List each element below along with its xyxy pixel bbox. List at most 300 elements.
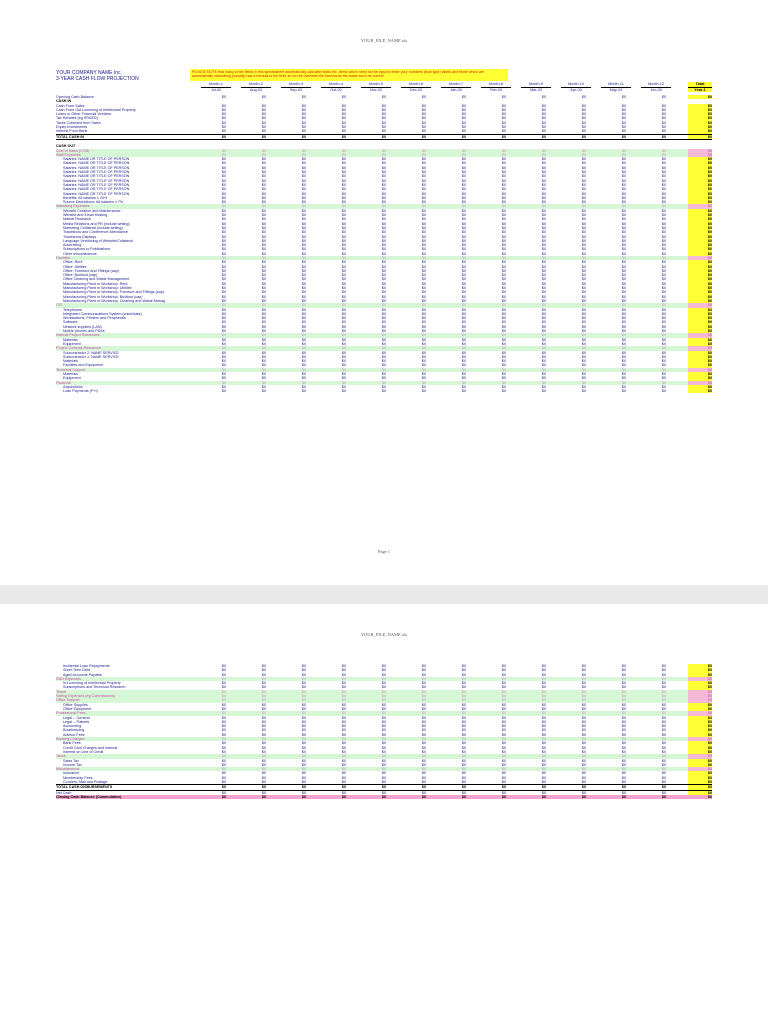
cell-value[interactable]: $0	[541, 324, 546, 329]
cell-value[interactable]: $0	[221, 307, 226, 312]
cell-value[interactable]: $0	[501, 676, 506, 681]
cell-value[interactable]: $0	[261, 367, 266, 372]
cell-value[interactable]: $0	[501, 672, 506, 677]
cell-value[interactable]: $0	[421, 230, 426, 235]
cell-value[interactable]: $0	[541, 255, 546, 260]
cell-value[interactable]: $0	[381, 165, 386, 170]
cell-value[interactable]: $0	[581, 129, 586, 134]
cell-value[interactable]: $0	[301, 170, 306, 175]
cell-value[interactable]: $0	[541, 728, 546, 733]
cell-value[interactable]: $0	[501, 251, 506, 256]
cell-value[interactable]: $0	[221, 758, 226, 763]
cell-value[interactable]: $0	[541, 359, 546, 364]
cell-value[interactable]: $0	[581, 152, 586, 157]
cell-value[interactable]: $0	[461, 775, 466, 780]
cell-value[interactable]: $0	[261, 182, 266, 187]
cell-value[interactable]: $0	[341, 668, 346, 673]
cell-value[interactable]: $0	[341, 664, 346, 668]
cell-value[interactable]: $0	[461, 372, 466, 376]
cell-value[interactable]: $0	[381, 785, 386, 790]
cell-value[interactable]: $0	[261, 741, 266, 746]
cell-value[interactable]: $0	[221, 264, 226, 269]
cell-value[interactable]: $0	[421, 277, 426, 282]
cell-value[interactable]: $0	[581, 95, 586, 99]
cell-value[interactable]: $0	[501, 333, 506, 338]
cell-value[interactable]: $0	[301, 698, 306, 703]
cell-value[interactable]: $0	[581, 790, 586, 795]
cell-value[interactable]: $0	[661, 780, 666, 785]
cell-value[interactable]: $0	[581, 178, 586, 183]
cell-value[interactable]: $0	[661, 372, 666, 376]
cell-value[interactable]: $0	[221, 676, 226, 681]
cell-value[interactable]: $0	[421, 125, 426, 130]
cell-value[interactable]: $0	[261, 230, 266, 235]
cell-value[interactable]: $0	[541, 298, 546, 303]
cell-value[interactable]: $0	[381, 367, 386, 372]
cell-value[interactable]: $0	[621, 260, 626, 265]
cell-value[interactable]: $0	[341, 794, 346, 799]
cell-value[interactable]: $0	[541, 354, 546, 359]
cell-value[interactable]: $0	[661, 234, 666, 239]
cell-value[interactable]: $0	[661, 286, 666, 291]
cell-value[interactable]: $0	[381, 238, 386, 243]
cell-value[interactable]: $0	[381, 350, 386, 355]
cell-value[interactable]: $0	[221, 737, 226, 742]
cell-value[interactable]: $0	[221, 234, 226, 239]
cell-value[interactable]: $0	[221, 780, 226, 785]
cell-value[interactable]: $0	[581, 749, 586, 754]
cell-value[interactable]: $0	[301, 116, 306, 121]
cell-value[interactable]: $0	[461, 290, 466, 295]
cell-value[interactable]: $0	[501, 771, 506, 776]
cell-value[interactable]: $0	[541, 191, 546, 196]
cell-value[interactable]: $0	[541, 157, 546, 162]
cell-value[interactable]: $0	[301, 337, 306, 342]
cell-value[interactable]: $0	[581, 217, 586, 222]
cell-value[interactable]: $0	[461, 238, 466, 243]
cell-value[interactable]: $0	[381, 230, 386, 235]
cell-value[interactable]: $0	[341, 745, 346, 750]
cell-value[interactable]: $0	[501, 298, 506, 303]
cell-value[interactable]: $0	[421, 376, 426, 381]
cell-value[interactable]: $0	[581, 780, 586, 785]
cell-value[interactable]: $0	[261, 354, 266, 359]
cell-value[interactable]: $0	[541, 125, 546, 130]
cell-value[interactable]: $0	[501, 775, 506, 780]
cell-value[interactable]: $0	[421, 664, 426, 668]
cell-value[interactable]: $0	[301, 732, 306, 737]
cell-value[interactable]: $0	[541, 95, 546, 99]
cell-value[interactable]: $0	[301, 255, 306, 260]
cell-value[interactable]: $0	[661, 341, 666, 346]
cell-value[interactable]: $0	[461, 277, 466, 282]
cell-value[interactable]: $0	[501, 120, 506, 125]
cell-value[interactable]: $0	[261, 286, 266, 291]
cell-value[interactable]: $0	[461, 664, 466, 668]
cell-value[interactable]: $0	[541, 732, 546, 737]
cell-value[interactable]: $0	[421, 311, 426, 316]
cell-value[interactable]: $0	[661, 785, 666, 790]
cell-value[interactable]: $0	[341, 208, 346, 213]
cell-value[interactable]: $0	[581, 264, 586, 269]
cell-value[interactable]: $0	[501, 208, 506, 213]
cell-value[interactable]: $0	[661, 698, 666, 703]
cell-value[interactable]: $0	[581, 350, 586, 355]
cell-value[interactable]: $0	[301, 664, 306, 668]
cell-value[interactable]: $0	[581, 204, 586, 209]
cell-value[interactable]: $0	[421, 794, 426, 799]
cell-value[interactable]: $0	[541, 719, 546, 724]
cell-value[interactable]: $0	[501, 112, 506, 117]
cell-value[interactable]: $0	[421, 200, 426, 205]
cell-value[interactable]: $0	[381, 668, 386, 673]
cell-value[interactable]: $0	[461, 384, 466, 389]
cell-value[interactable]: $0	[421, 134, 426, 139]
cell-value[interactable]: $0	[541, 187, 546, 192]
cell-value[interactable]: $0	[621, 213, 626, 218]
cell-value[interactable]: $0	[221, 320, 226, 325]
cell-value[interactable]: $0	[541, 182, 546, 187]
cell-value[interactable]: $0	[221, 243, 226, 248]
cell-value[interactable]: $0	[461, 195, 466, 200]
cell-value[interactable]: $0	[421, 702, 426, 707]
cell-value[interactable]: $0	[301, 754, 306, 759]
cell-value[interactable]: $0	[461, 281, 466, 286]
cell-value[interactable]: $0	[501, 794, 506, 799]
cell-value[interactable]: $0	[581, 320, 586, 325]
cell-value[interactable]: $0	[341, 165, 346, 170]
cell-value[interactable]: $0	[541, 286, 546, 291]
cell-value[interactable]: $0	[661, 112, 666, 117]
cell-value[interactable]: $0	[621, 174, 626, 179]
cell-value[interactable]: $0	[341, 170, 346, 175]
cell-value[interactable]: $0	[621, 134, 626, 139]
cell-value[interactable]: $0	[541, 103, 546, 108]
cell-value[interactable]: $0	[621, 376, 626, 381]
cell-value[interactable]: $0	[661, 170, 666, 175]
cell-value[interactable]: $0	[461, 749, 466, 754]
cell-value[interactable]: $0	[461, 771, 466, 776]
cell-value[interactable]: $0	[301, 668, 306, 673]
cell-value[interactable]: $0	[621, 264, 626, 269]
cell-value[interactable]: $0	[301, 389, 306, 394]
cell-value[interactable]: $0	[461, 706, 466, 711]
cell-value[interactable]: $0	[301, 702, 306, 707]
cell-value[interactable]: $0	[661, 129, 666, 134]
cell-value[interactable]: $0	[541, 217, 546, 222]
cell-value[interactable]: $0	[541, 260, 546, 265]
cell-value[interactable]: $0	[341, 157, 346, 162]
cell-value[interactable]: $0	[341, 329, 346, 334]
cell-value[interactable]: $0	[541, 107, 546, 112]
cell-value[interactable]: $0	[621, 359, 626, 364]
cell-value[interactable]: $0	[261, 148, 266, 153]
cell-value[interactable]: $0	[541, 767, 546, 772]
cell-value[interactable]: $0	[621, 724, 626, 729]
cell-value[interactable]: $0	[341, 286, 346, 291]
cell-value[interactable]: $0	[261, 95, 266, 99]
cell-value[interactable]: $0	[341, 316, 346, 321]
cell-value[interactable]: $0	[301, 689, 306, 694]
cell-value[interactable]: $0	[261, 221, 266, 226]
cell-value[interactable]: $0	[341, 354, 346, 359]
cell-value[interactable]: $0	[221, 324, 226, 329]
cell-value[interactable]: $0	[341, 676, 346, 681]
cell-value[interactable]: $0	[541, 380, 546, 385]
cell-value[interactable]: $0	[381, 346, 386, 351]
cell-value[interactable]: $0	[461, 129, 466, 134]
cell-value[interactable]: $0	[381, 732, 386, 737]
cell-value[interactable]: $0	[421, 694, 426, 699]
cell-value[interactable]: $0	[621, 187, 626, 192]
cell-value[interactable]: $0	[261, 672, 266, 677]
cell-value[interactable]: $0	[261, 790, 266, 795]
cell-value[interactable]: $0	[621, 251, 626, 256]
cell-value[interactable]: $0	[261, 161, 266, 166]
cell-value[interactable]: $0	[261, 208, 266, 213]
cell-value[interactable]: $0	[621, 771, 626, 776]
cell-value[interactable]: $0	[301, 790, 306, 795]
cell-value[interactable]: $0	[301, 204, 306, 209]
cell-value[interactable]: $0	[221, 668, 226, 673]
cell-value[interactable]: $0	[261, 732, 266, 737]
cell-value[interactable]: $0	[341, 380, 346, 385]
cell-value[interactable]: $0	[421, 157, 426, 162]
cell-value[interactable]: $0	[501, 165, 506, 170]
cell-value[interactable]: $0	[341, 341, 346, 346]
cell-value[interactable]: $0	[301, 260, 306, 265]
cell-value[interactable]: $0	[501, 728, 506, 733]
cell-value[interactable]: $0	[261, 389, 266, 394]
cell-value[interactable]: $0	[381, 702, 386, 707]
cell-value[interactable]: $0	[301, 749, 306, 754]
cell-value[interactable]: $0	[581, 148, 586, 153]
cell-value[interactable]: $0	[381, 225, 386, 230]
cell-value[interactable]: $0	[341, 125, 346, 130]
cell-value[interactable]: $0	[621, 290, 626, 295]
cell-value[interactable]: $0	[301, 165, 306, 170]
cell-value[interactable]: $0	[621, 749, 626, 754]
cell-value[interactable]: $0	[301, 281, 306, 286]
cell-value[interactable]: $0	[581, 376, 586, 381]
cell-value[interactable]: $0	[581, 298, 586, 303]
cell-value[interactable]: $0	[261, 264, 266, 269]
cell-value[interactable]: $0	[341, 221, 346, 226]
cell-value[interactable]: $0	[661, 247, 666, 252]
cell-value[interactable]: $0	[261, 125, 266, 130]
cell-value[interactable]: $0	[261, 685, 266, 690]
cell-value[interactable]: $0	[541, 689, 546, 694]
cell-value[interactable]: $0	[301, 706, 306, 711]
cell-value[interactable]: $0	[341, 255, 346, 260]
cell-value[interactable]: $0	[501, 238, 506, 243]
cell-value[interactable]: $0	[661, 152, 666, 157]
cell-value[interactable]: $0	[221, 785, 226, 790]
cell-value[interactable]: $0	[261, 363, 266, 368]
cell-value[interactable]: $0	[621, 775, 626, 780]
cell-value[interactable]: $0	[461, 685, 466, 690]
cell-value[interactable]: $0	[421, 758, 426, 763]
cell-value[interactable]: $0	[501, 354, 506, 359]
cell-value[interactable]: $0	[301, 195, 306, 200]
cell-value[interactable]: $0	[301, 715, 306, 720]
cell-value[interactable]: $0	[461, 161, 466, 166]
cell-value[interactable]: $0	[221, 125, 226, 130]
cell-value[interactable]: $0	[581, 363, 586, 368]
cell-value[interactable]: $0	[661, 208, 666, 213]
cell-value[interactable]: $0	[261, 664, 266, 668]
cell-value[interactable]: $0	[341, 243, 346, 248]
cell-value[interactable]: $0	[301, 243, 306, 248]
cell-value[interactable]: $0	[341, 298, 346, 303]
cell-value[interactable]: $0	[541, 694, 546, 699]
cell-value[interactable]: $0	[421, 307, 426, 312]
cell-value[interactable]: $0	[541, 165, 546, 170]
cell-value[interactable]: $0	[261, 785, 266, 790]
cell-value[interactable]: $0	[221, 341, 226, 346]
cell-value[interactable]: $0	[501, 698, 506, 703]
cell-value[interactable]: $0	[421, 754, 426, 759]
cell-value[interactable]: $0	[621, 95, 626, 99]
cell-value[interactable]: $0	[581, 668, 586, 673]
cell-value[interactable]: $0	[381, 372, 386, 376]
cell-value[interactable]: $0	[501, 213, 506, 218]
cell-value[interactable]: $0	[221, 290, 226, 295]
cell-value[interactable]: $0	[381, 134, 386, 139]
cell-value[interactable]: $0	[461, 698, 466, 703]
cell-value[interactable]: $0	[381, 268, 386, 273]
cell-value[interactable]: $0	[581, 225, 586, 230]
cell-value[interactable]: $0	[621, 324, 626, 329]
cell-value[interactable]: $0	[581, 112, 586, 117]
cell-value[interactable]: $0	[421, 221, 426, 226]
cell-value[interactable]: $0	[581, 737, 586, 742]
cell-value[interactable]: $0	[381, 780, 386, 785]
cell-value[interactable]: $0	[621, 363, 626, 368]
cell-value[interactable]: $0	[501, 161, 506, 166]
cell-value[interactable]: $0	[661, 706, 666, 711]
cell-value[interactable]: $0	[621, 681, 626, 686]
cell-value[interactable]: $0	[461, 311, 466, 316]
cell-value[interactable]: $0	[461, 221, 466, 226]
cell-value[interactable]: $0	[261, 134, 266, 139]
cell-value[interactable]: $0	[541, 333, 546, 338]
cell-value[interactable]: $0	[341, 178, 346, 183]
cell-value[interactable]: $0	[221, 277, 226, 282]
cell-value[interactable]: $0	[301, 372, 306, 376]
cell-value[interactable]: $0	[581, 767, 586, 772]
cell-value[interactable]: $0	[301, 277, 306, 282]
cell-value[interactable]: $0	[661, 384, 666, 389]
cell-value[interactable]: $0	[501, 758, 506, 763]
cell-value[interactable]: $0	[261, 329, 266, 334]
cell-value[interactable]: $0	[501, 307, 506, 312]
cell-value[interactable]: $0	[461, 182, 466, 187]
cell-value[interactable]: $0	[221, 165, 226, 170]
cell-value[interactable]: $0	[661, 217, 666, 222]
cell-value[interactable]: $0	[221, 152, 226, 157]
cell-value[interactable]: $0	[541, 685, 546, 690]
cell-value[interactable]: $0	[341, 107, 346, 112]
cell-value[interactable]: $0	[381, 767, 386, 772]
cell-value[interactable]: $0	[421, 107, 426, 112]
cell-value[interactable]: $0	[261, 225, 266, 230]
cell-value[interactable]: $0	[541, 247, 546, 252]
cell-value[interactable]: $0	[581, 294, 586, 299]
cell-value[interactable]: $0	[581, 290, 586, 295]
cell-value[interactable]: $0	[661, 125, 666, 130]
cell-value[interactable]: $0	[461, 264, 466, 269]
cell-value[interactable]: $0	[301, 182, 306, 187]
cell-value[interactable]: $0	[461, 724, 466, 729]
cell-value[interactable]: $0	[381, 213, 386, 218]
cell-value[interactable]: $0	[581, 247, 586, 252]
cell-value[interactable]: $0	[261, 794, 266, 799]
cell-value[interactable]: $0	[381, 354, 386, 359]
cell-value[interactable]: $0	[341, 95, 346, 99]
cell-value[interactable]: $0	[661, 165, 666, 170]
cell-value[interactable]: $0	[581, 120, 586, 125]
cell-value[interactable]: $0	[581, 672, 586, 677]
cell-value[interactable]: $0	[261, 120, 266, 125]
cell-value[interactable]: $0	[541, 161, 546, 166]
cell-value[interactable]: $0	[381, 741, 386, 746]
cell-value[interactable]: $0	[341, 281, 346, 286]
cell-value[interactable]: $0	[261, 157, 266, 162]
cell-value[interactable]: $0	[461, 689, 466, 694]
cell-value[interactable]: $0	[261, 694, 266, 699]
cell-value[interactable]: $0	[581, 170, 586, 175]
cell-value[interactable]: $0	[661, 767, 666, 772]
cell-value[interactable]: $0	[621, 286, 626, 291]
cell-value[interactable]: $0	[261, 294, 266, 299]
cell-value[interactable]: $0	[301, 303, 306, 308]
cell-value[interactable]: $0	[461, 732, 466, 737]
cell-value[interactable]: $0	[541, 234, 546, 239]
cell-value[interactable]: $0	[261, 290, 266, 295]
cell-value[interactable]: $0	[581, 794, 586, 799]
cell-value[interactable]: $0	[341, 737, 346, 742]
cell-value[interactable]: $0	[541, 243, 546, 248]
cell-value[interactable]: $0	[301, 273, 306, 278]
cell-value[interactable]: $0	[581, 277, 586, 282]
cell-value[interactable]: $0	[581, 754, 586, 759]
cell-value[interactable]: $0	[301, 316, 306, 321]
cell-value[interactable]: $0	[221, 359, 226, 364]
cell-value[interactable]: $0	[621, 354, 626, 359]
cell-value[interactable]: $0	[301, 324, 306, 329]
cell-value[interactable]: $0	[301, 152, 306, 157]
cell-value[interactable]: $0	[621, 161, 626, 166]
cell-value[interactable]: $0	[461, 367, 466, 372]
cell-value[interactable]: $0	[621, 273, 626, 278]
cell-value[interactable]: $0	[501, 346, 506, 351]
cell-value[interactable]: $0	[501, 724, 506, 729]
cell-value[interactable]: $0	[621, 715, 626, 720]
cell-value[interactable]: $0	[581, 337, 586, 342]
cell-value[interactable]: $0	[461, 298, 466, 303]
cell-value[interactable]: $0	[301, 230, 306, 235]
cell-value[interactable]: $0	[661, 681, 666, 686]
cell-value[interactable]: $0	[341, 711, 346, 716]
cell-value[interactable]: $0	[581, 281, 586, 286]
cell-value[interactable]: $0	[301, 294, 306, 299]
cell-value[interactable]: $0	[221, 255, 226, 260]
cell-value[interactable]: $0	[381, 685, 386, 690]
cell-value[interactable]: $0	[661, 672, 666, 677]
cell-value[interactable]: $0	[541, 711, 546, 716]
cell-value[interactable]: $0	[541, 363, 546, 368]
